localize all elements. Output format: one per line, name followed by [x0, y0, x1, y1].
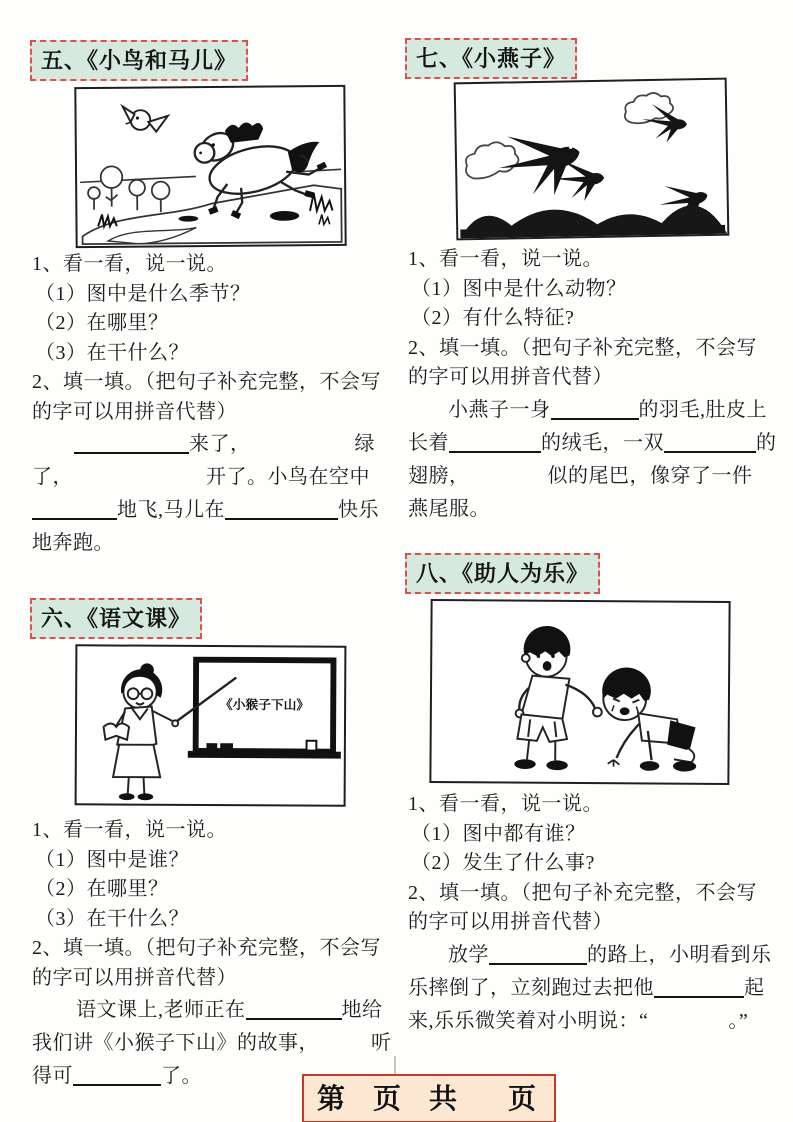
section-eight — [405, 553, 773, 594]
little-bird — [123, 106, 168, 132]
section-eight-title: 八、《助人为乐》 — [405, 553, 600, 594]
question-item: （2）在哪里？ — [35, 878, 169, 900]
fill-line: 语文课上,老师正在 地给 — [32, 994, 394, 1027]
section-eight-text — [408, 790, 773, 1038]
section-six — [30, 598, 395, 639]
chinese-class-illustration — [75, 644, 347, 806]
answer-blank — [551, 394, 639, 420]
fill-heading: 2、填一填。（把句子补充完整，不会写的字可以用拼音代替） — [32, 937, 381, 989]
fill-line: 了， 开了。小鸟在空中 — [32, 466, 370, 488]
fill-line: 我们讲《小猴子下山》的故事， 听 — [32, 1032, 392, 1054]
section-six-text — [32, 816, 394, 1093]
section-seven-title: 七、《小燕子》 — [405, 38, 577, 79]
section-five-title: 五、《小鸟和马儿》 — [30, 40, 248, 81]
hills — [460, 205, 727, 239]
answer-blank — [32, 494, 117, 520]
fill-line: 长着 的绒毛，一双 的 — [408, 427, 773, 460]
answer-blank — [74, 428, 189, 454]
section-six-title: 六、《语文课》 — [30, 598, 202, 639]
swallows-illustration — [454, 78, 730, 241]
fill-line: 地奔跑。 — [32, 532, 114, 554]
fill-line: 小燕子一身 的羽毛,肚皮上 — [408, 394, 773, 427]
question-item: （2）发生了什么事? — [411, 852, 595, 874]
fill-heading: 2、填一填。（把句子补充完整，不会写的字可以用拼音代替） — [408, 336, 757, 388]
fill-line: 燕尾服。 — [408, 497, 490, 520]
fill-heading: 2、填一填。（把句子补充完整，不会写的字可以用拼音代替） — [32, 371, 381, 423]
bird-and-horse-drawing — [76, 87, 344, 246]
look-say-heading: 1、看一看，说一说。 — [408, 793, 603, 815]
fill-line: 来了， 绿 — [32, 428, 394, 461]
scan-artifact-line — [394, 1056, 396, 1074]
fill-paragraph — [408, 939, 773, 1038]
helping-others-drawing — [431, 601, 728, 783]
look-say-heading: 1、看一看，说一说。 — [32, 253, 227, 275]
fill-paragraph — [32, 428, 394, 560]
fallen-boy — [602, 667, 697, 771]
fill-line: 翅膀， 似的尾巴，像穿了一件 — [408, 464, 753, 487]
fill-heading: 2、填一填。（把句子补充完整，不会写的字可以用拼音代替） — [408, 881, 757, 933]
swallows-drawing — [456, 80, 728, 239]
look-say-heading: 1、看一看，说一说。 — [32, 819, 227, 841]
answer-blank — [246, 994, 342, 1020]
section-seven-text — [408, 245, 777, 526]
question-item: （1）图中都有谁？ — [411, 822, 586, 845]
fill-line: 乐摔倒了，立刻跑过去把他 起 — [408, 972, 773, 1005]
fill-line: 得可 了。 — [32, 1060, 394, 1093]
section-five-text — [32, 250, 394, 560]
question-item: （2）有什么特征? — [411, 307, 575, 329]
fill-paragraph — [408, 394, 777, 526]
fill-line: 地飞,马儿在 快乐 — [32, 494, 394, 527]
bird-and-horse-illustration — [74, 85, 346, 248]
question-item: （1）图中是谁？ — [35, 848, 189, 871]
answer-blank — [664, 427, 756, 453]
teacher — [103, 663, 178, 800]
question-item: （1）图中是什么季节？ — [35, 282, 251, 305]
question-item: （2）在哪里？ — [35, 312, 169, 334]
answer-blank — [449, 427, 541, 453]
page-number-footer: 第 页 共 页 — [302, 1074, 556, 1122]
blackboard-text: 《小猴子下山》 — [219, 697, 310, 713]
section-five — [30, 40, 395, 81]
answer-blank — [225, 494, 338, 520]
answer-blank — [489, 939, 587, 965]
swallow-birds — [495, 102, 711, 228]
question-item: （3）在干什么？ — [35, 341, 189, 364]
standing-boy — [514, 626, 602, 771]
fill-line: 来,乐乐微笑着对小明说：“ 。” — [408, 1009, 749, 1032]
fill-line: 放学 的路上，小明看到乐 — [408, 939, 773, 972]
clouds — [465, 93, 675, 179]
question-item: （3）在干什么？ — [35, 907, 189, 930]
answer-blank — [73, 1060, 161, 1086]
blackboard — [188, 660, 342, 759]
helping-others-illustration — [429, 599, 730, 785]
answer-blank — [654, 972, 744, 998]
question-item: （1）图中是什么动物？ — [411, 277, 627, 300]
section-seven — [405, 38, 773, 79]
chinese-class-drawing — [77, 646, 345, 804]
look-say-heading: 1、看一看，说一说。 — [408, 248, 603, 270]
